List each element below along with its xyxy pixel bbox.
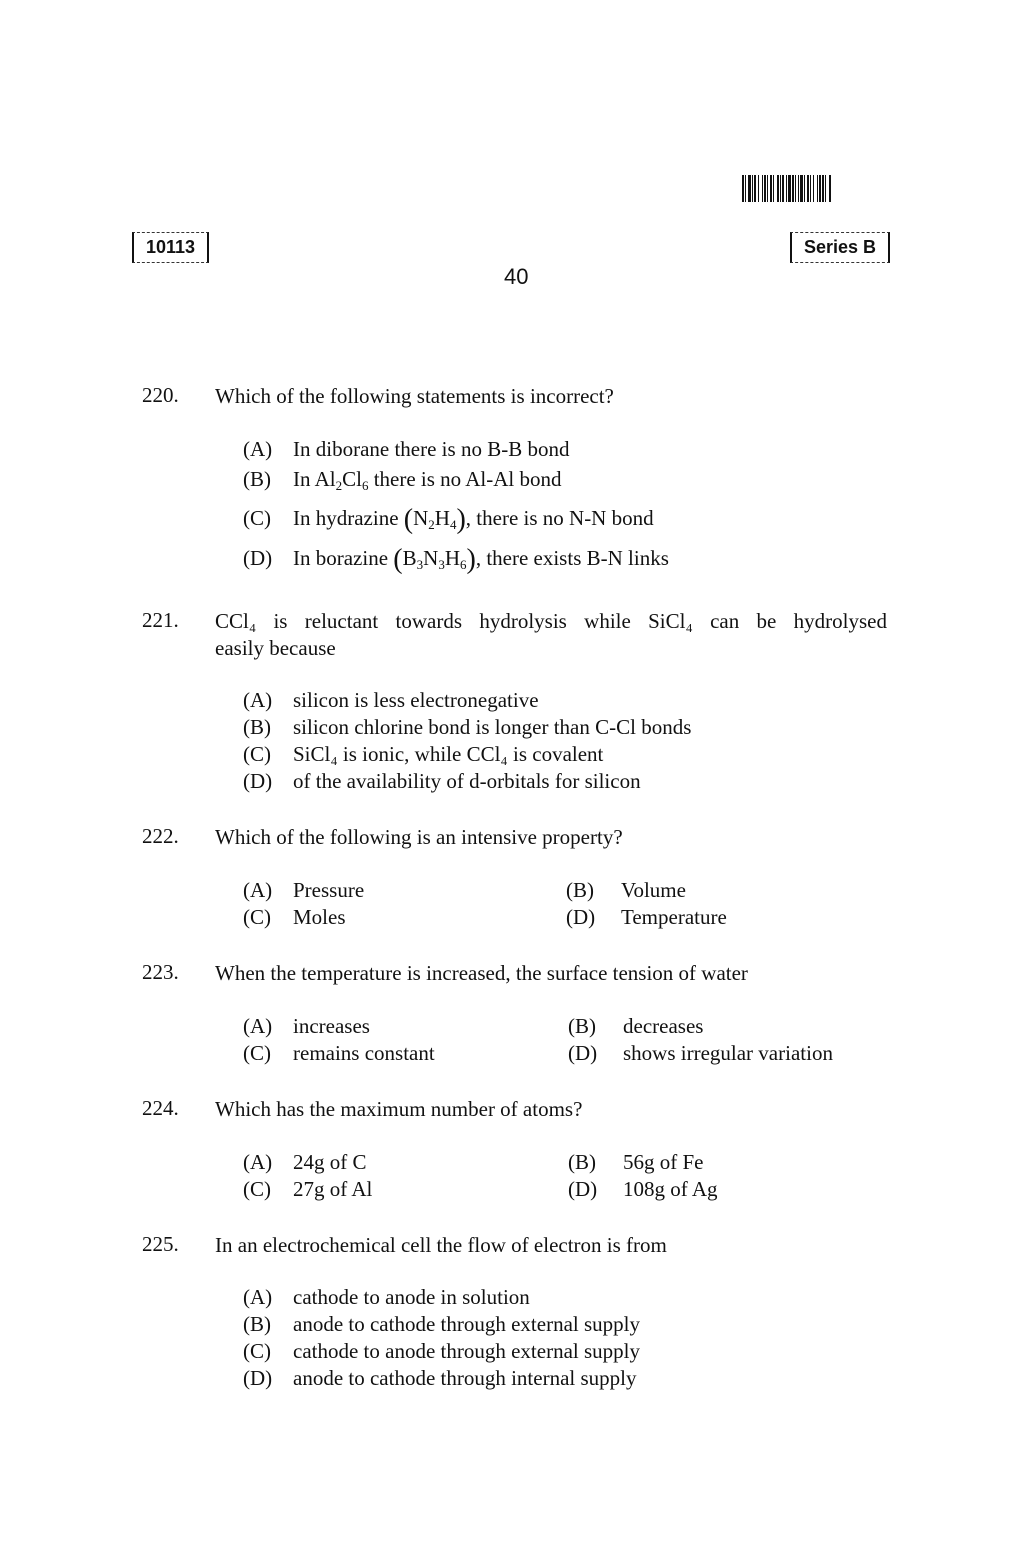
option-text: 24g of C [293, 1150, 367, 1174]
option [243, 1177, 372, 1202]
option-label: (D) [568, 1177, 598, 1201]
option [568, 1014, 703, 1039]
option-text: cathode to anode through external supply [293, 1339, 640, 1363]
option [243, 1014, 370, 1039]
question-number: 221. [142, 608, 179, 632]
option-label: (D) [243, 1366, 273, 1390]
option-label: (A) [243, 878, 273, 902]
question-number: 222. [142, 824, 179, 848]
option: (B) In $Al_2Cl_6$ there is no Al-Al bond [243, 467, 562, 493]
option-label: (C) [243, 1177, 271, 1201]
option-label: (A) [243, 1014, 273, 1038]
option-text: decreases [623, 1014, 704, 1038]
series-box [790, 232, 890, 263]
option [243, 1312, 640, 1337]
option-text: increases [293, 1014, 370, 1038]
question-number: 220. [142, 383, 179, 407]
option-label: (C) [243, 905, 271, 929]
option-text: cathode to anode in solution [293, 1285, 530, 1309]
page-number: 40 [504, 264, 529, 289]
option-label: (C) [243, 1339, 271, 1363]
option [243, 1366, 637, 1391]
option-text: of the availability of d-orbitals for silicon [293, 769, 641, 793]
option-text: silicon is less electronegative [293, 688, 539, 712]
question-text: Which has the maximum number of atoms? [215, 1097, 583, 1121]
option-label: (A) [243, 1285, 273, 1309]
option-label: (D) [566, 905, 596, 929]
option: (C) In hydrazine $(N_2H_4)$, there is no N-N bond [243, 504, 654, 535]
option-text: In Al [293, 467, 336, 491]
option [243, 715, 691, 740]
option-label: (A) [243, 437, 273, 461]
option-text: In hydrazine [293, 506, 404, 530]
option [566, 905, 727, 930]
option-text: Pressure [293, 878, 365, 902]
question-text: Which of the following is an intensive property? [215, 825, 623, 849]
question-number: 225. [142, 1232, 179, 1256]
option-text: Volume [621, 878, 686, 902]
question-text: When the temperature is increased, the surface tension of water [215, 961, 748, 985]
question-text: In an electrochemical cell the flow of electron is from [215, 1233, 667, 1257]
option-label: (B) [568, 1150, 596, 1174]
option [243, 905, 346, 930]
option-label: (B) [243, 467, 271, 491]
option [243, 769, 641, 794]
option-text: Temperature [621, 905, 727, 929]
option-text: SiCl₄ is ionic, while CCl₄ is covalent [293, 742, 604, 766]
option-text: anode to cathode through internal supply [293, 1366, 637, 1390]
option-text: remains constant [293, 1041, 435, 1065]
option-text: 108g of Ag [623, 1177, 718, 1201]
option-text: Moles [293, 905, 346, 929]
option [243, 688, 539, 713]
option-label: (D) [243, 546, 273, 570]
option [568, 1177, 718, 1202]
option [243, 742, 603, 767]
option-label: (B) [243, 1312, 271, 1336]
option-label: (C) [243, 742, 271, 766]
question-text-line2: easily because [215, 636, 336, 660]
series-label: Series B [804, 237, 877, 257]
option-text: silicon chlorine bond is longer than C-Cl bonds [293, 715, 692, 739]
option [243, 437, 569, 462]
option [243, 1150, 367, 1175]
option [243, 1041, 435, 1066]
option-text: In borazine [293, 546, 394, 570]
question-text-line1: CCl₄ is reluctant towards hydrolysis while SiCl₄ can be hydrolysed [215, 609, 887, 633]
option-text: 27g of Al [293, 1177, 373, 1201]
option-label: (B) [243, 715, 271, 739]
option-label: (D) [568, 1041, 598, 1065]
option [243, 878, 364, 903]
option-label: (B) [568, 1014, 596, 1038]
option [243, 1285, 530, 1310]
option-text: 56g of Fe [623, 1150, 704, 1174]
option [568, 1041, 833, 1066]
question-text: Which of the following statements is incorrect? [215, 384, 614, 408]
option-label: (B) [566, 878, 594, 902]
option-label: (A) [243, 1150, 273, 1174]
option [566, 878, 686, 903]
option-label: (D) [243, 769, 273, 793]
option [568, 1150, 704, 1175]
question-number: 223. [142, 960, 179, 984]
option-text: In diborane there is no B-B bond [293, 437, 570, 461]
option: (D) In borazine $(B_3N_3H_6)$, there exists B-N links [243, 544, 669, 575]
paper-code-box [132, 232, 209, 263]
option-text: anode to cathode through external supply [293, 1312, 640, 1336]
paper-code: 10113 [146, 237, 196, 257]
option-text: shows irregular variation [623, 1041, 833, 1065]
option-label: (C) [243, 1041, 271, 1065]
option-label: (C) [243, 506, 271, 530]
question-number: 224. [142, 1096, 179, 1120]
option-label: (A) [243, 688, 273, 712]
barcode [742, 175, 906, 202]
option [243, 1339, 640, 1364]
